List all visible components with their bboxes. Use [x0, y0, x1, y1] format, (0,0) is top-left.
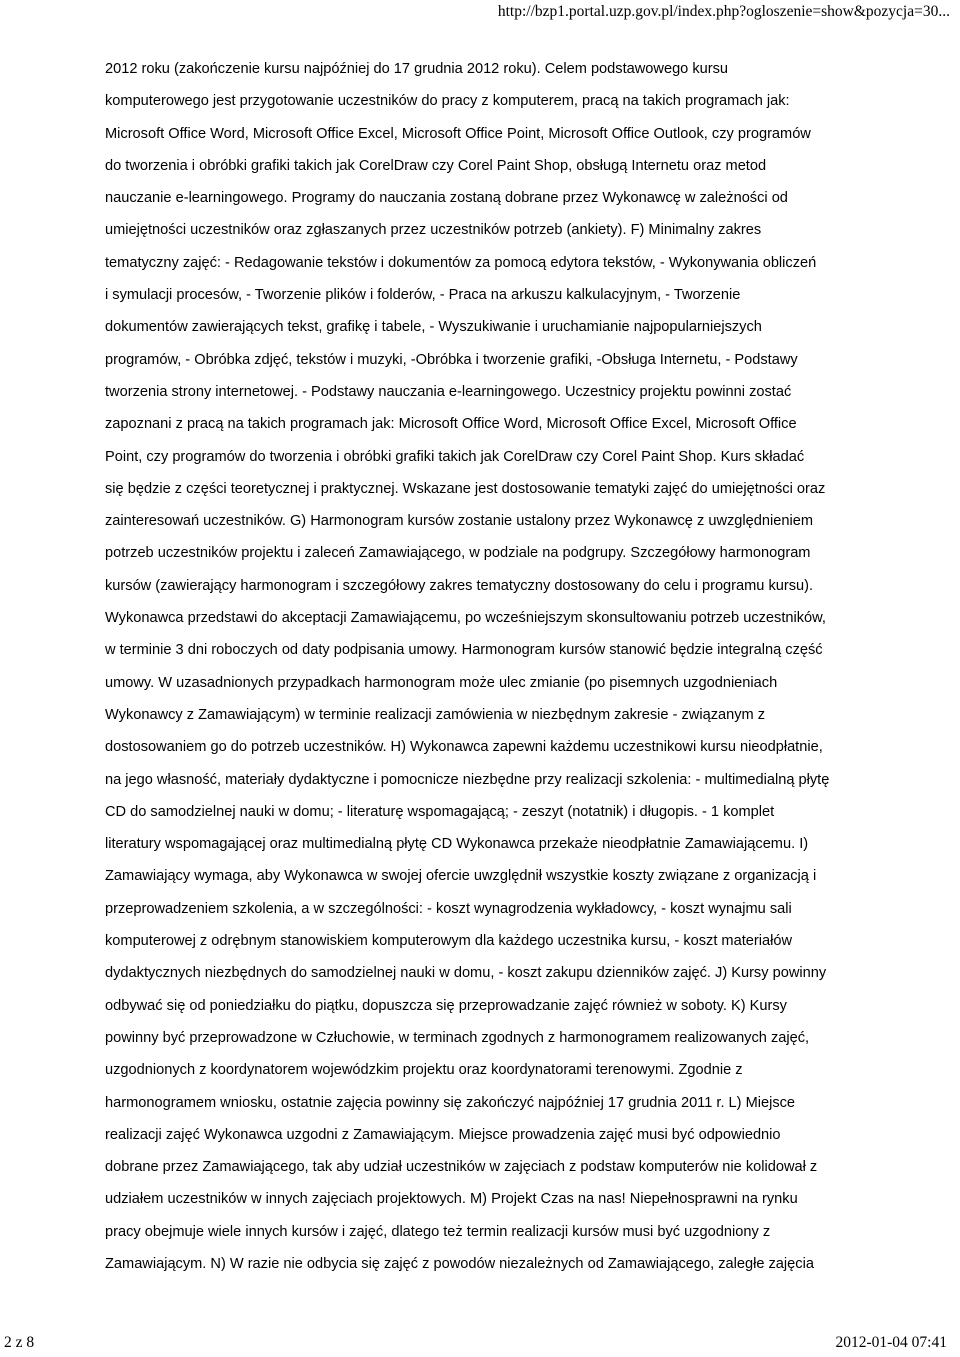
text-line: kursów (zawierający harmonogram i szczegółowy zakres tematyczny dostosowany do celu i programu kursu). [105, 577, 814, 594]
text-line: Zamawiającym. N) W razie nie odbycia się zajęć z powodów niezależnych od Zamawiającego, zaległe zajęcia [105, 1255, 814, 1272]
text-line: umiejętności uczestników oraz zgłaszanych przez uczestników potrzeb (ankiety). F) Minimalny zakres [105, 222, 762, 239]
text-line: odbywać się od poniedziałku do piątku, dopuszcza się przeprowadzanie zajęć również w soboty. K) Kursy [105, 997, 787, 1014]
text-line: Zamawiający wymaga, aby Wykonawca w swojej ofercie uwzględnił wszystkie koszty związane z organizacją i [105, 868, 817, 885]
text-line: tworzenia strony internetowej. - Podstawy nauczania e-learningowego. Uczestnicy projektu powinni zostać [105, 383, 792, 400]
text-line: dokumentów zawierających tekst, grafikę i tabele, - Wyszukiwanie i uruchamianie najpopularniejszych [105, 319, 762, 336]
text-line: dostosowaniem go do potrzeb uczestników. H) Wykonawca zapewni każdemu uczestnikowi kursu nieodpłatnie, [105, 739, 823, 756]
text-line: przeprowadzeniem szkolenia, a w szczególności: - koszt wynagrodzenia wykładowcy, - koszt wynajmu sali [105, 900, 792, 917]
text-line: zainteresowań uczestników. G) Harmonogram kursów zostanie ustalony przez Wykonawcę z uwzględnieniem [105, 513, 813, 530]
text-line: dobrane przez Zamawiającego, tak aby udział uczestników w zajęciach z podstaw komputerów nie kolidował z [105, 1159, 818, 1176]
text-line: na jego własność, materiały dydaktyczne i pomocnicze niezbędne przy realizacji szkolenia: - multimedialną płytę [105, 771, 830, 788]
text-line: Wykonawca przedstawi do akceptacji Zamawiającemu, po wcześniejszym skonsultowaniu potrzeb uczestników, [105, 610, 826, 627]
text-line: Microsoft Office Word, Microsoft Office Excel, Microsoft Office Point, Microsoft Office Outlook, czy programów [105, 125, 811, 142]
text-line: Wykonawcy z Zamawiającym) w terminie realizacji zamówienia w niezbędnym zakresie - związanym z [105, 706, 766, 723]
text-line: pracy obejmuje wiele innych kursów i zajęć, dlatego też termin realizacji kursów musi być uzgodniony z [105, 1223, 771, 1240]
text-line: potrzeb uczestników projektu i zaleceń Zamawiającego, w podziale na podgrupy. Szczegółowy harmonogram [105, 545, 811, 562]
text-line: powinny być przeprowadzone w Człuchowie, w terminach zgodnych z harmonogramem realizowanych zajęć, [105, 1029, 810, 1046]
page-url: http://bzp1.portal.uzp.gov.pl/index.php?ogloszenie=show&pozycja=30... [497, 3, 950, 20]
document-body [105, 53, 897, 1280]
text-line: uzgodnionych z koordynatorem wojewódzkim projektu oraz koordynatorami terenowymi. Zgodnie z [105, 1062, 743, 1079]
text-line: udziałem uczestników w innych zajęciach projektowych. M) Projekt Czas na nas! Niepełnosprawni na rynku [105, 1191, 798, 1208]
text-line: w terminie 3 dni roboczych od daty podpisania umowy. Harmonogram kursów stanowić będzie integralną część [105, 642, 823, 659]
text-line: 2012 roku (zakończenie kursu najpóźniej do 17 grudnia 2012 roku). Celem podstawowego kursu [105, 61, 729, 77]
text-line: tematyczny zajęć: - Redagowanie tekstów i dokumentów za pomocą edytora tekstów, - Wykonywania obliczeń [105, 254, 817, 271]
text-line: realizacji zajęć Wykonawca uzgodni z Zamawiającym. Miejsce prowadzenia zajęć musi być odpowiednio [105, 1126, 781, 1143]
text-line: nauczanie e-learningowego. Programy do nauczania zostaną dobrane przez Wykonawcę w zależności od [105, 190, 788, 207]
text-line: się będzie z części teoretycznej i praktycznej. Wskazane jest dostosowanie tematyki zajęć do umiejętności oraz [105, 480, 826, 497]
text-line: Point, czy programów do tworzenia i obróbki grafiki takich jak CorelDraw czy Corel Paint Shop. Kurs składać [105, 448, 805, 465]
text-line: komputerowego jest przygotowanie uczestników do pracy z komputerem, pracą na takich programach jak: [105, 93, 790, 110]
text-line: dydaktycznych niezbędnych do samodzielnej nauki w domu, - koszt zakupu dzienników zajęć. J) Kursy powinny [105, 965, 827, 982]
text-line: harmonogramem wniosku, ostatnie zajęcia powinny się zakończyć najpóźniej 17 grudnia 2011 r. L) Miejsce [105, 1094, 796, 1111]
text-line: programów, - Obróbka zdjęć, tekstów i muzyki, -Obróbka i tworzenie grafiki, -Obsługa Internetu, - Podstawy [105, 351, 798, 368]
text-line: umowy. W uzasadnionych przypadkach harmonogram może ulec zmianie (po pisemnych uzgodnieniach [105, 674, 778, 691]
text-line: komputerowej z odrębnym stanowiskiem komputerowym dla każdego uczestnika kursu, - koszt materiałów [105, 933, 792, 950]
page-number: 2 z 8 [4, 1334, 35, 1351]
text-line: zapoznani z pracą na takich programach jak: Microsoft Office Word, Microsoft Office Excel, Microsoft Office [105, 416, 797, 433]
text-line: literatury wspomagającej oraz multimedialną płytę CD Wykonawca przekaże nieodpłatnie Zamawiającemu. I) [105, 836, 809, 853]
text-line: i symulacji procesów, - Tworzenie plików i folderów, - Praca na arkuszu kalkulacyjnym, - Tworzenie [105, 287, 741, 304]
text-line: CD do samodzielnej nauki w domu; - literaturę wspomagającą; - zeszyt (notatnik) i długopis. - 1 komplet [105, 803, 775, 820]
text-line: do tworzenia i obróbki grafiki takich jak CorelDraw czy Corel Paint Shop, obsługą Internetu oraz metod [105, 157, 767, 174]
print-timestamp: 2012-01-04 07:41 [835, 1334, 947, 1351]
